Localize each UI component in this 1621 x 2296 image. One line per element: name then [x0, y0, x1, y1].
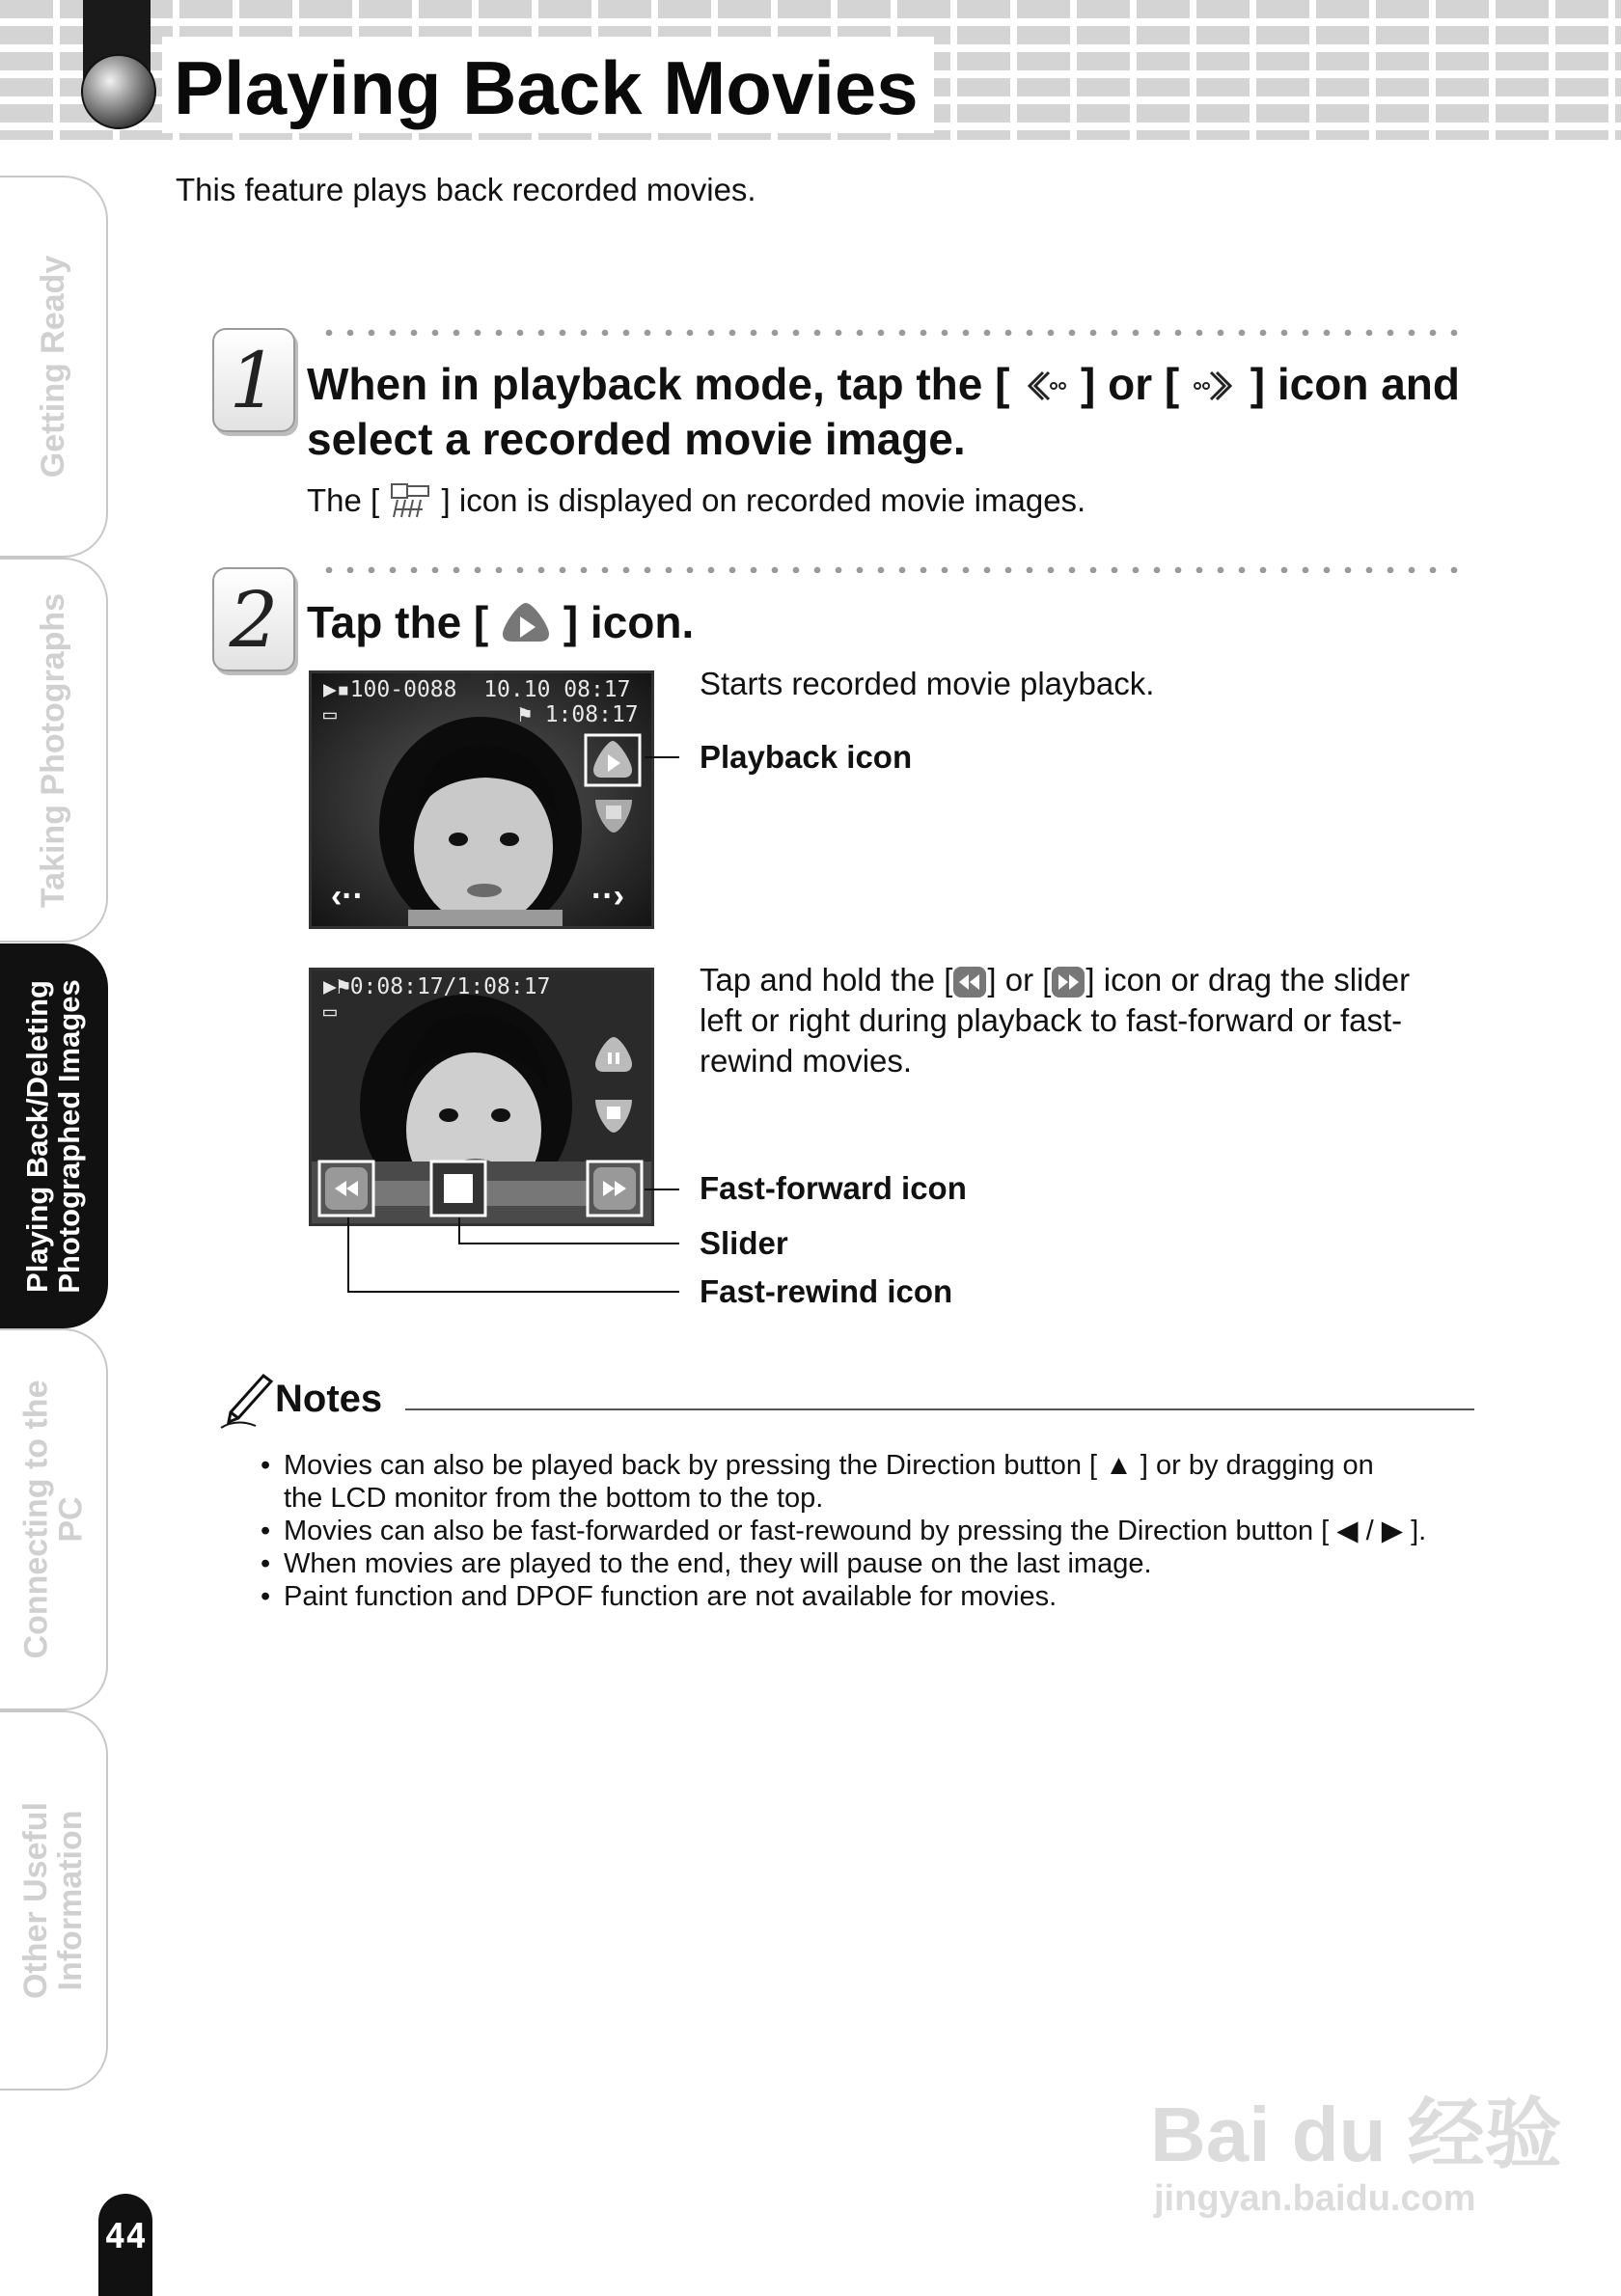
note-text: When movies are played to the end, they will pause on the last image.: [284, 1548, 1152, 1579]
side-tab-label: Taking Photographs: [35, 592, 71, 908]
side-tab-connecting-pc[interactable]: [0, 1328, 108, 1710]
lcd-fast-forward-icon[interactable]: [586, 1160, 644, 1217]
movie-camera-icon: [388, 480, 432, 521]
lcd-file-number: 100-0088: [349, 677, 457, 702]
rew-callout-vline: [347, 1217, 349, 1291]
step2-title: [307, 595, 694, 650]
rewind-icon: [952, 966, 987, 998]
lcd-duration-row: ⚑ 1:08:17: [518, 702, 639, 727]
lcd-fast-rewind-icon[interactable]: [317, 1160, 375, 1217]
battery-icon: ▭: [323, 702, 337, 727]
step1-sub-part: ] icon is displayed on recorded movie images.: [441, 482, 1086, 518]
slider-callout-hline: [458, 1243, 679, 1244]
page-title: Playing Back Movies: [174, 45, 919, 130]
step2-title-part: Tap the [: [307, 597, 489, 647]
lcd-duration: 1:08:17: [544, 702, 639, 727]
intro-text: This feature plays back recorded movies.: [176, 172, 756, 207]
page-number: 44: [104, 2217, 147, 2256]
step1-subtext: [307, 480, 1085, 521]
lcd-file-info: ▶▪100-0088 10.10 08:17: [323, 677, 631, 702]
hold-text-line2: left or right during playback to fast-forward or fast-: [700, 1002, 1403, 1038]
step1-title-line2: select a recorded movie image.: [307, 414, 966, 464]
lcd-time: 0:08:17/1:08:17: [349, 974, 551, 999]
note-text: the LCD monitor from the bottom to the top.: [284, 1483, 824, 1514]
ff-callout-line: [645, 1189, 679, 1190]
battery-icon: ▭: [323, 999, 337, 1025]
notes-list: [261, 1449, 1486, 1613]
side-tab-label-line1: Connecting to the: [17, 1380, 54, 1659]
side-tab-label-line1: Other Useful: [17, 1801, 55, 2000]
fast-forward-icon: [1051, 966, 1085, 998]
side-tab-other-info[interactable]: [0, 1710, 108, 2091]
list-item: • Paint function and DPOF function are not available for movies.: [261, 1581, 1058, 1612]
lcd-pause-icon[interactable]: [591, 1033, 636, 1076]
side-tab-playing-back[interactable]: [0, 943, 108, 1328]
hold-text-part: ] or [: [987, 962, 1052, 998]
step1-title-part: ] or [: [1081, 359, 1180, 409]
lcd-playback-button-icon[interactable]: [584, 733, 642, 787]
hold-text-part: ] icon or drag the slider: [1085, 962, 1411, 998]
lcd-time-row: ▶⚑0:08:17/1:08:17: [323, 974, 551, 999]
step2-number: 2: [212, 567, 295, 671]
pen-icon: [217, 1372, 275, 1432]
side-tab-label-line1: Playing Back/Deleting: [20, 979, 55, 1293]
fast-forward-description: [700, 960, 1491, 1081]
playback-icon-label: Playback icon: [700, 739, 913, 775]
side-tab-getting-ready[interactable]: [0, 176, 108, 558]
step2-title-part: ] icon.: [563, 597, 695, 647]
lcd-screen-playback: [309, 670, 654, 929]
hold-text-part: Tap and hold the [: [700, 962, 953, 998]
playback-icon: [501, 601, 551, 643]
playback-callout-line: [645, 756, 679, 758]
notes-title: Notes: [275, 1378, 383, 1420]
list-item: • Movies can also be fast-forwarded or fast-rewound by pressing the Direction button [ ◀ / ▶ ].: [261, 1516, 1427, 1546]
step1-sub-part: The [: [307, 482, 380, 518]
scroll-right-icon: [1192, 367, 1238, 405]
note-text: Movies can also be fast-forwarded or fast-rewound by pressing the Direction button [ ◀ / ▶ ].: [284, 1516, 1427, 1546]
side-tab-label-line2: PC: [52, 1496, 89, 1543]
note-text: Paint function and DPOF function are not available for movies.: [284, 1581, 1058, 1612]
side-tab-label-line2: Photographed Images: [52, 978, 87, 1294]
fast-rewind-label: Fast-rewind icon: [700, 1273, 953, 1309]
hold-text-line3: rewind movies.: [700, 1043, 913, 1079]
step2-description: Starts recorded movie playback.: [700, 666, 1155, 701]
rew-callout-hline: [347, 1291, 679, 1293]
slider-label: Slider: [700, 1225, 788, 1261]
note-text: Movies can also be played back by pressing the Direction button [ ▲ ] or by dragging on: [284, 1450, 1374, 1481]
lcd-stop-icon[interactable]: [591, 1094, 636, 1136]
notes-divider: [405, 1408, 1474, 1410]
side-tab-taking-photographs[interactable]: [0, 558, 108, 943]
lcd-scroll-right-icon[interactable]: ··›: [591, 878, 624, 915]
list-item: • When movies are played to the end, they will pause on the last image.: [261, 1548, 1152, 1579]
lcd-scroll-left-icon[interactable]: ‹··: [331, 878, 364, 915]
lcd-slideshow-icon[interactable]: [591, 794, 636, 836]
list-item: • Movies can also be played back by pressing the Direction button [ ▲ ] or by dragging on the LCD monitor from the bottom to the top.: [261, 1450, 1374, 1514]
step1-title: [307, 357, 1460, 412]
step1-title-part: ] icon and: [1250, 359, 1460, 409]
side-tab-label-line2: Information: [52, 1810, 90, 1991]
slider-callout-vline: [458, 1217, 460, 1243]
step1-number: 1: [212, 328, 295, 432]
watermark-url: jingyan.baidu.com: [1154, 2178, 1476, 2219]
scroll-left-icon: [1022, 367, 1068, 405]
lcd-screen-movie: [309, 968, 654, 1226]
step1-title-part: When in playback mode, tap the [: [307, 359, 1010, 409]
slider-thumb[interactable]: [429, 1160, 487, 1217]
lcd-date: 10.10 08:17: [483, 677, 631, 702]
watermark-logo: Bai du 经验: [1150, 2091, 1562, 2177]
step2-dotted-divider: [318, 565, 1467, 573]
side-tab-label: Getting Ready: [35, 255, 72, 478]
header-ball-icon: [81, 54, 156, 129]
fast-forward-label: Fast-forward icon: [700, 1170, 967, 1206]
step1-dotted-divider: [318, 328, 1467, 336]
